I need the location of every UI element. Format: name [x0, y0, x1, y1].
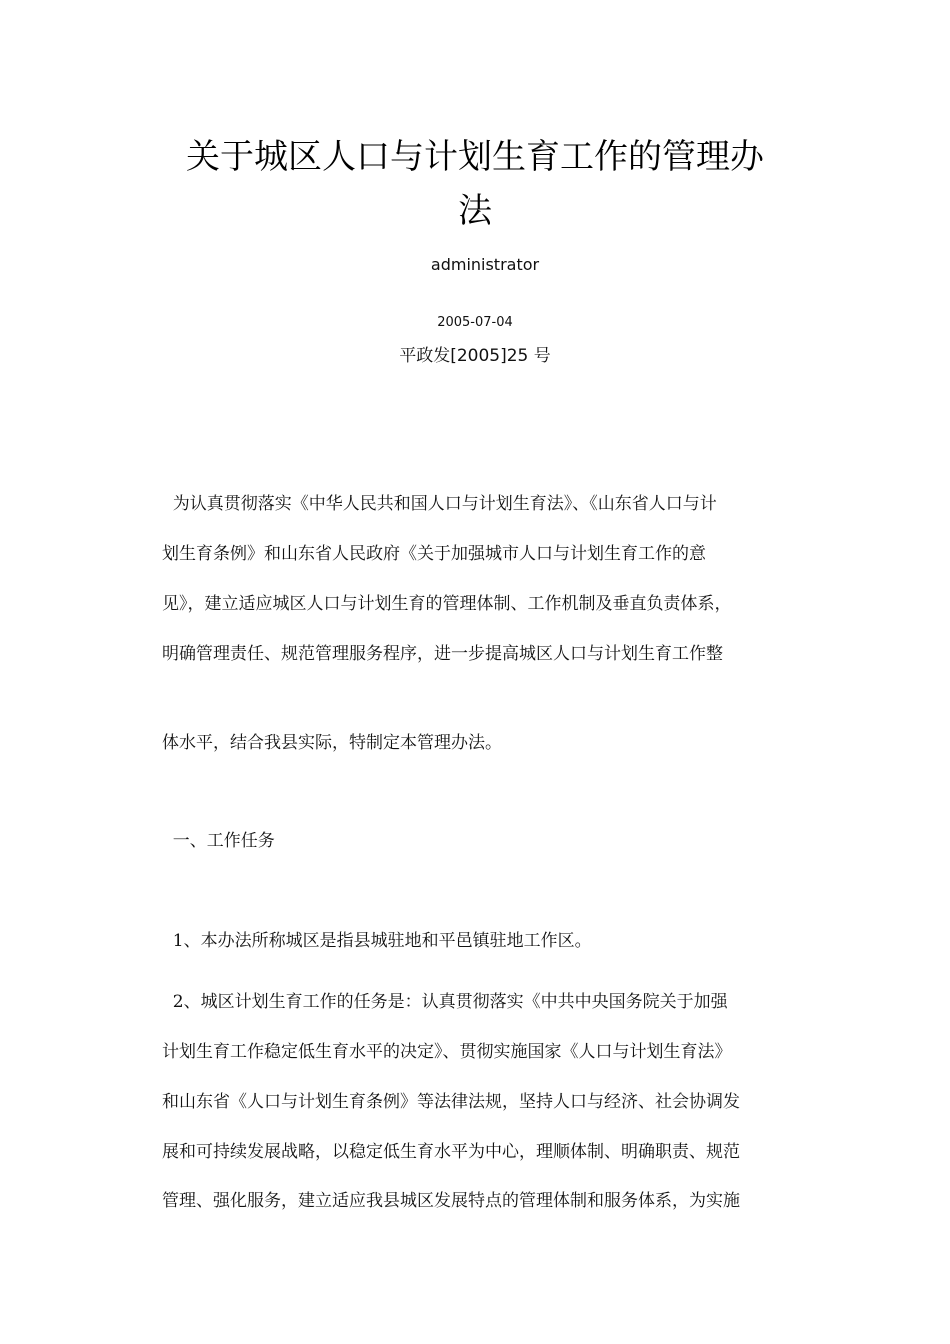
body-line: 1、本办法所称城区是指县城驻地和平邑镇驻地工作区。: [162, 931, 592, 951]
document-title: [150, 130, 800, 238]
body-line: 划生育条例》和山东省人民政府《关于加强城市人口与计划生育工作的意: [162, 544, 706, 564]
body-line: 展和可持续发展战略，以稳定低生育水平为中心，理顺体制、明确职责、规范: [162, 1142, 740, 1162]
body-line: 为认真贯彻落实《中华人民共和国人口与计划生育法》、《山东省人口与计: [162, 494, 717, 514]
body-line: 体水平，结合我县实际，特制定本管理办法。: [162, 733, 502, 753]
title-line-2: 法: [458, 191, 492, 231]
section-heading: 一、工作任务: [162, 831, 275, 851]
body-line: 和山东省《人口与计划生育条例》等法律法规，坚持人口与经济、社会协调发: [162, 1092, 740, 1112]
publish-date: 2005-07-04: [437, 315, 513, 330]
title-line-1: 关于城区人口与计划生育工作的管理办: [186, 137, 764, 177]
body-line: 2、城区计划生育工作的任务是：认真贯彻落实《中共中央国务院关于加强: [162, 992, 728, 1012]
body-line: 计划生育工作稳定低生育水平的决定》、贯彻实施国家《人口与计划生育法》: [162, 1042, 732, 1062]
body-line: 管理、强化服务，建立适应我县城区发展特点的管理体制和服务体系，为实施: [162, 1191, 740, 1211]
body-line: 见》，建立适应城区人口与计划生育的管理体制、工作机制及垂直负责体系，: [162, 594, 732, 614]
document-number: 平政发[2005]25 号: [399, 346, 551, 366]
body-line: 明确管理责任、规范管理服务程序，进一步提高城区人口与计划生育工作整: [162, 644, 723, 664]
author: administrator: [430, 255, 540, 274]
